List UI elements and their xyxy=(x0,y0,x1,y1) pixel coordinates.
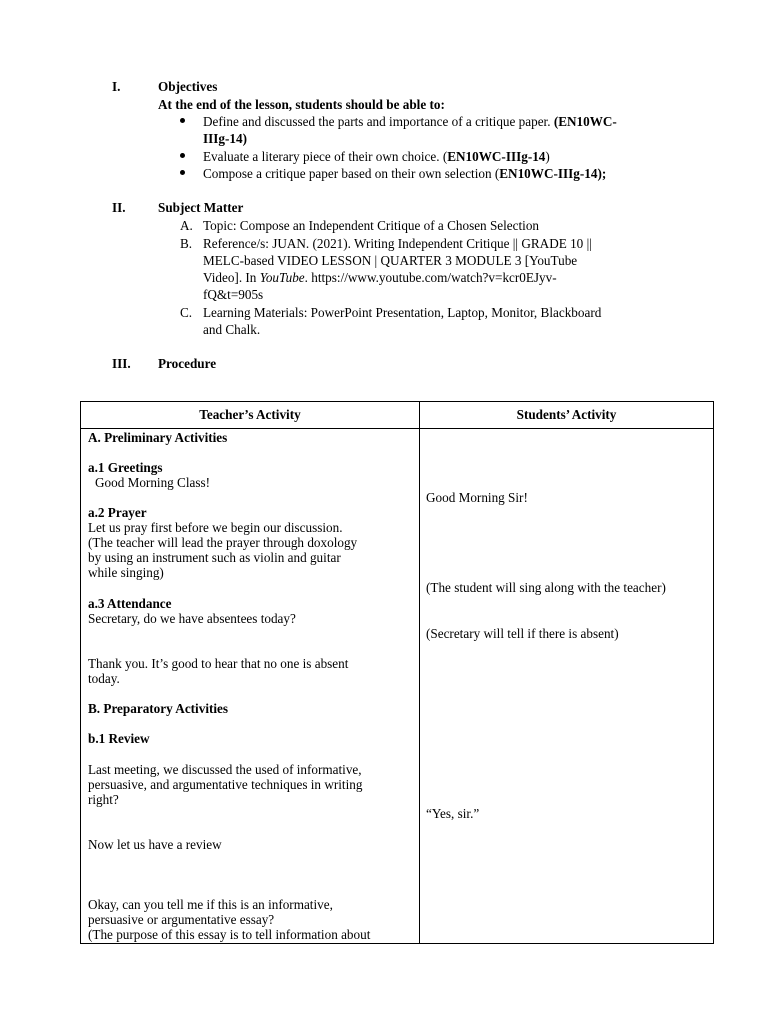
section-number-1: I. xyxy=(112,79,121,94)
student-response-review: “Yes, sir.” xyxy=(426,806,480,821)
objective-2-text: Evaluate a literary piece of their own choice. ( xyxy=(203,149,448,164)
objective-1-line-2: IIIg-14) xyxy=(203,131,247,146)
reference-line-4: fQ&t=905s xyxy=(203,287,264,302)
objective-1-code: (EN10WC- xyxy=(553,114,617,129)
reference-line-3 xyxy=(203,269,557,286)
bullet-icon xyxy=(180,170,185,175)
last-meeting-line-2: persuasive, and argumentative techniques in writing xyxy=(88,777,363,792)
materials-line-2: and Chalk. xyxy=(203,322,261,337)
greetings-text: Good Morning Class! xyxy=(95,475,211,490)
header-teachers-activity: Teacher’s Activity xyxy=(81,402,420,429)
bullet-icon xyxy=(180,118,185,123)
review-intro: Now let us have a review xyxy=(88,837,222,852)
item-letter-c: C. xyxy=(180,305,193,320)
students-activity-cell xyxy=(420,429,714,944)
section-number-2: II. xyxy=(112,200,126,215)
procedure-table xyxy=(80,401,714,944)
prayer-line-1: Let us pray first before we begin our discussion. xyxy=(88,520,343,535)
section-title-procedure: Procedure xyxy=(158,356,217,371)
objective-2-close: ) xyxy=(545,149,550,164)
thanks-line-1: Thank you. It’s good to hear that no one is absent xyxy=(88,656,349,671)
prayer-line-3: by using an instrument such as violin and guitar xyxy=(88,550,341,565)
objective-2-code: EN10WC-IIIg-14 xyxy=(447,149,546,164)
preliminary-heading: A. Preliminary Activities xyxy=(88,430,228,445)
objective-1-text: Define and discussed the parts and importance of a critique paper. xyxy=(203,114,554,129)
objective-3-semicolon: ; xyxy=(601,166,607,181)
review-heading: b.1 Review xyxy=(88,731,150,746)
item-letter-a: A. xyxy=(180,218,193,233)
objective-3 xyxy=(203,165,606,182)
question-line-1: Okay, can you tell me if this is an informative, xyxy=(88,897,333,912)
student-response-prayer: (The student will sing along with the teacher) xyxy=(426,580,666,595)
reference-source: YouTube xyxy=(259,270,305,285)
item-letter-b: B. xyxy=(180,236,193,251)
last-meeting-line-3: right? xyxy=(88,792,119,807)
prayer-line-2: (The teacher will lead the prayer through doxology xyxy=(88,535,358,550)
section-title-objectives: Objectives xyxy=(158,79,218,94)
student-response-greeting: Good Morning Sir! xyxy=(426,490,528,505)
objective-3-text: Compose a critique paper based on their own selection ( xyxy=(203,166,500,181)
section-number-3: III. xyxy=(112,356,131,371)
reference-video-text: Video]. In xyxy=(203,270,260,285)
objective-3-code: EN10WC-IIIg-14) xyxy=(499,166,602,181)
reference-url[interactable]: . https://www.youtube.com/watch?v=kcr0EJyv- xyxy=(304,270,557,285)
student-response-attendance: (Secretary will tell if there is absent) xyxy=(426,626,619,641)
reference-line-1: Reference/s: JUAN. (2021). Writing Independent Critique || GRADE 10 || xyxy=(203,236,592,251)
preparatory-heading: B. Preparatory Activities xyxy=(88,701,229,716)
greetings-heading: a.1 Greetings xyxy=(88,460,163,475)
attendance-text: Secretary, do we have absentees today? xyxy=(88,611,296,626)
reference-line-2: MELC-based VIDEO LESSON | QUARTER 3 MODULE 3 [YouTube xyxy=(203,253,578,268)
objectives-intro: At the end of the lesson, students should be able to: xyxy=(158,97,445,112)
header-students-activity: Students’ Activity xyxy=(420,402,714,429)
attendance-heading: a.3 Attendance xyxy=(88,596,172,611)
question-line-3: (The purpose of this essay is to tell information about xyxy=(88,927,371,942)
prayer-heading: a.2 Prayer xyxy=(88,505,147,520)
topic-text: Topic: Compose an Independent Critique of a Chosen Selection xyxy=(203,218,540,233)
bullet-icon xyxy=(180,153,185,158)
thanks-line-2: today. xyxy=(88,671,120,686)
section-title-subject-matter: Subject Matter xyxy=(158,200,244,215)
objective-1-line-1 xyxy=(203,113,617,130)
materials-line-1: Learning Materials: PowerPoint Presentation, Laptop, Monitor, Blackboard xyxy=(203,305,602,320)
last-meeting-line-1: Last meeting, we discussed the used of informative, xyxy=(88,762,362,777)
teacher-activity-cell xyxy=(81,429,420,944)
objective-2 xyxy=(203,148,550,165)
prayer-line-4: while singing) xyxy=(88,565,164,580)
question-line-2: persuasive or argumentative essay? xyxy=(88,912,275,927)
